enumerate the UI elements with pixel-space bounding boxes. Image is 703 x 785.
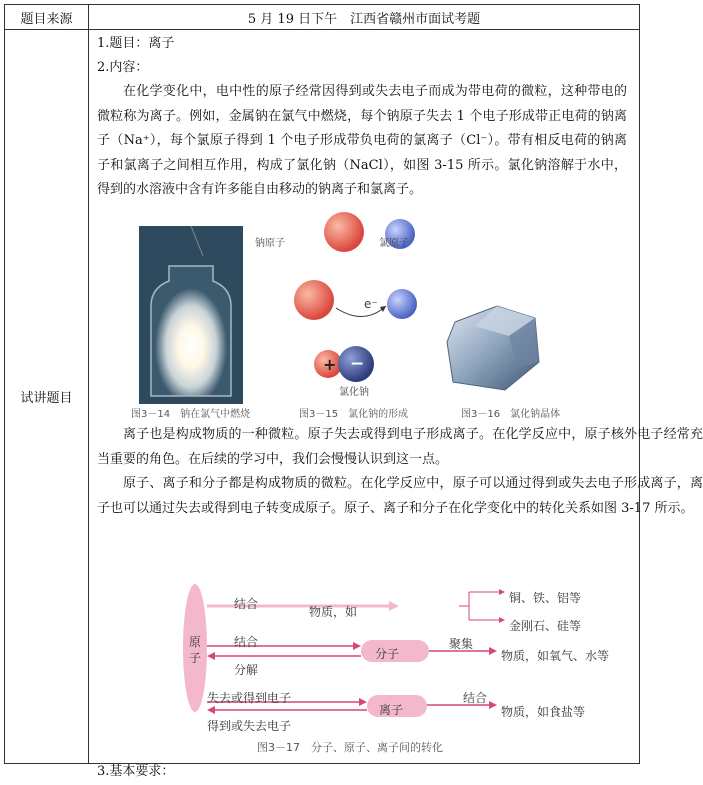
item-title: 1.题目：离子 (97, 36, 175, 51)
fig16-caption: 图3－16 氯化钠晶体 (461, 409, 561, 420)
substance-3: 物质，如食盐等 (501, 705, 586, 719)
fig17-caption: 图3－17 分子、原子、离子间的转化 (257, 741, 443, 754)
minus-sign: − (350, 354, 365, 374)
decompose-label: 分解 (234, 663, 259, 677)
paragraph-1: 在化学变化中，电中性的原子经常因得到或失去电子而成为带电荷的微粒，这种带电的微粒称为离子。例如，金属钠在氯气中燃烧，每个钠原子失去 1 个电子形成带正电荷的钠离子（Na⁺），每个氯原子得到 1 个电子形成带负电荷的氯离子（Cl⁻）。带有相反电荷的钠离子和氯离子之间相互作用，构成了氯化钠（NaCl），如图 3-15 所示。氯化钠溶解于水中，得到的水溶液中含有许多能自由移动的钠离子和氯离子。 (97, 84, 627, 197)
sodium-atom-label: 钠原子 (255, 238, 285, 249)
atom-label: 原子 (189, 635, 202, 665)
combine-label-1: 结合 (234, 597, 259, 611)
example-nonmetals: 金刚石、硅等 (509, 619, 582, 633)
example-metals: 铜、铁、铝等 (509, 591, 582, 605)
combine-label-2: 结合 (234, 635, 259, 649)
source-value: 5 月 19 日下午 江西省赣州市面试考题 (89, 5, 640, 30)
gain-lose-label: 得到或失去电子 (207, 719, 292, 733)
content-cell (89, 30, 703, 779)
electron-label: e⁻ (364, 297, 378, 311)
topic-label: 试讲题目 (5, 30, 89, 764)
ion-label: 离子 (379, 703, 404, 717)
fig15-caption: 图3－15 氯化钠的形成 (299, 409, 409, 420)
nacl-label: 氯化钠 (339, 387, 369, 398)
substance-2: 物质，如氧气、水等 (501, 649, 610, 663)
paragraph-2: 离子也是构成物质的一种微粒。原子失去或得到电子形成离子。在化学反应中，原子核外电子经常充当重要的角色。在后续的学习中，我们会慢慢认识到这一点。 (97, 427, 703, 467)
combine-label-3: 结合 (463, 691, 488, 705)
substance-1: 物质，如 (309, 605, 358, 619)
figure-sodium-burning (139, 226, 243, 404)
lose-gain-label: 失去或得到电子 (207, 691, 292, 705)
source-label: 题目来源 (5, 5, 89, 30)
item-content: 2.内容： (97, 60, 149, 75)
fig14-caption: 图3－14 钠在氯气中燃烧 (131, 409, 251, 420)
paragraph-3: 原子、离子和分子都是构成物质的微粒。在化学反应中，原子可以通过得到或失去电子形成离子，离子也可以通过失去或得到电子转变成原子。原子、离子和分子在化学变化中的转化关系如图 3-17 所示。 (97, 476, 703, 516)
exam-table (4, 4, 703, 779)
plus-sign: + (323, 355, 337, 374)
molecule-label: 分子 (375, 647, 400, 661)
aggregate-label: 聚集 (449, 637, 474, 651)
figure-nacl-crystal (445, 302, 541, 394)
chlorine-atom-label: 氯原子 (379, 238, 409, 249)
item-requirements: 3.基本要求： (97, 764, 175, 779)
